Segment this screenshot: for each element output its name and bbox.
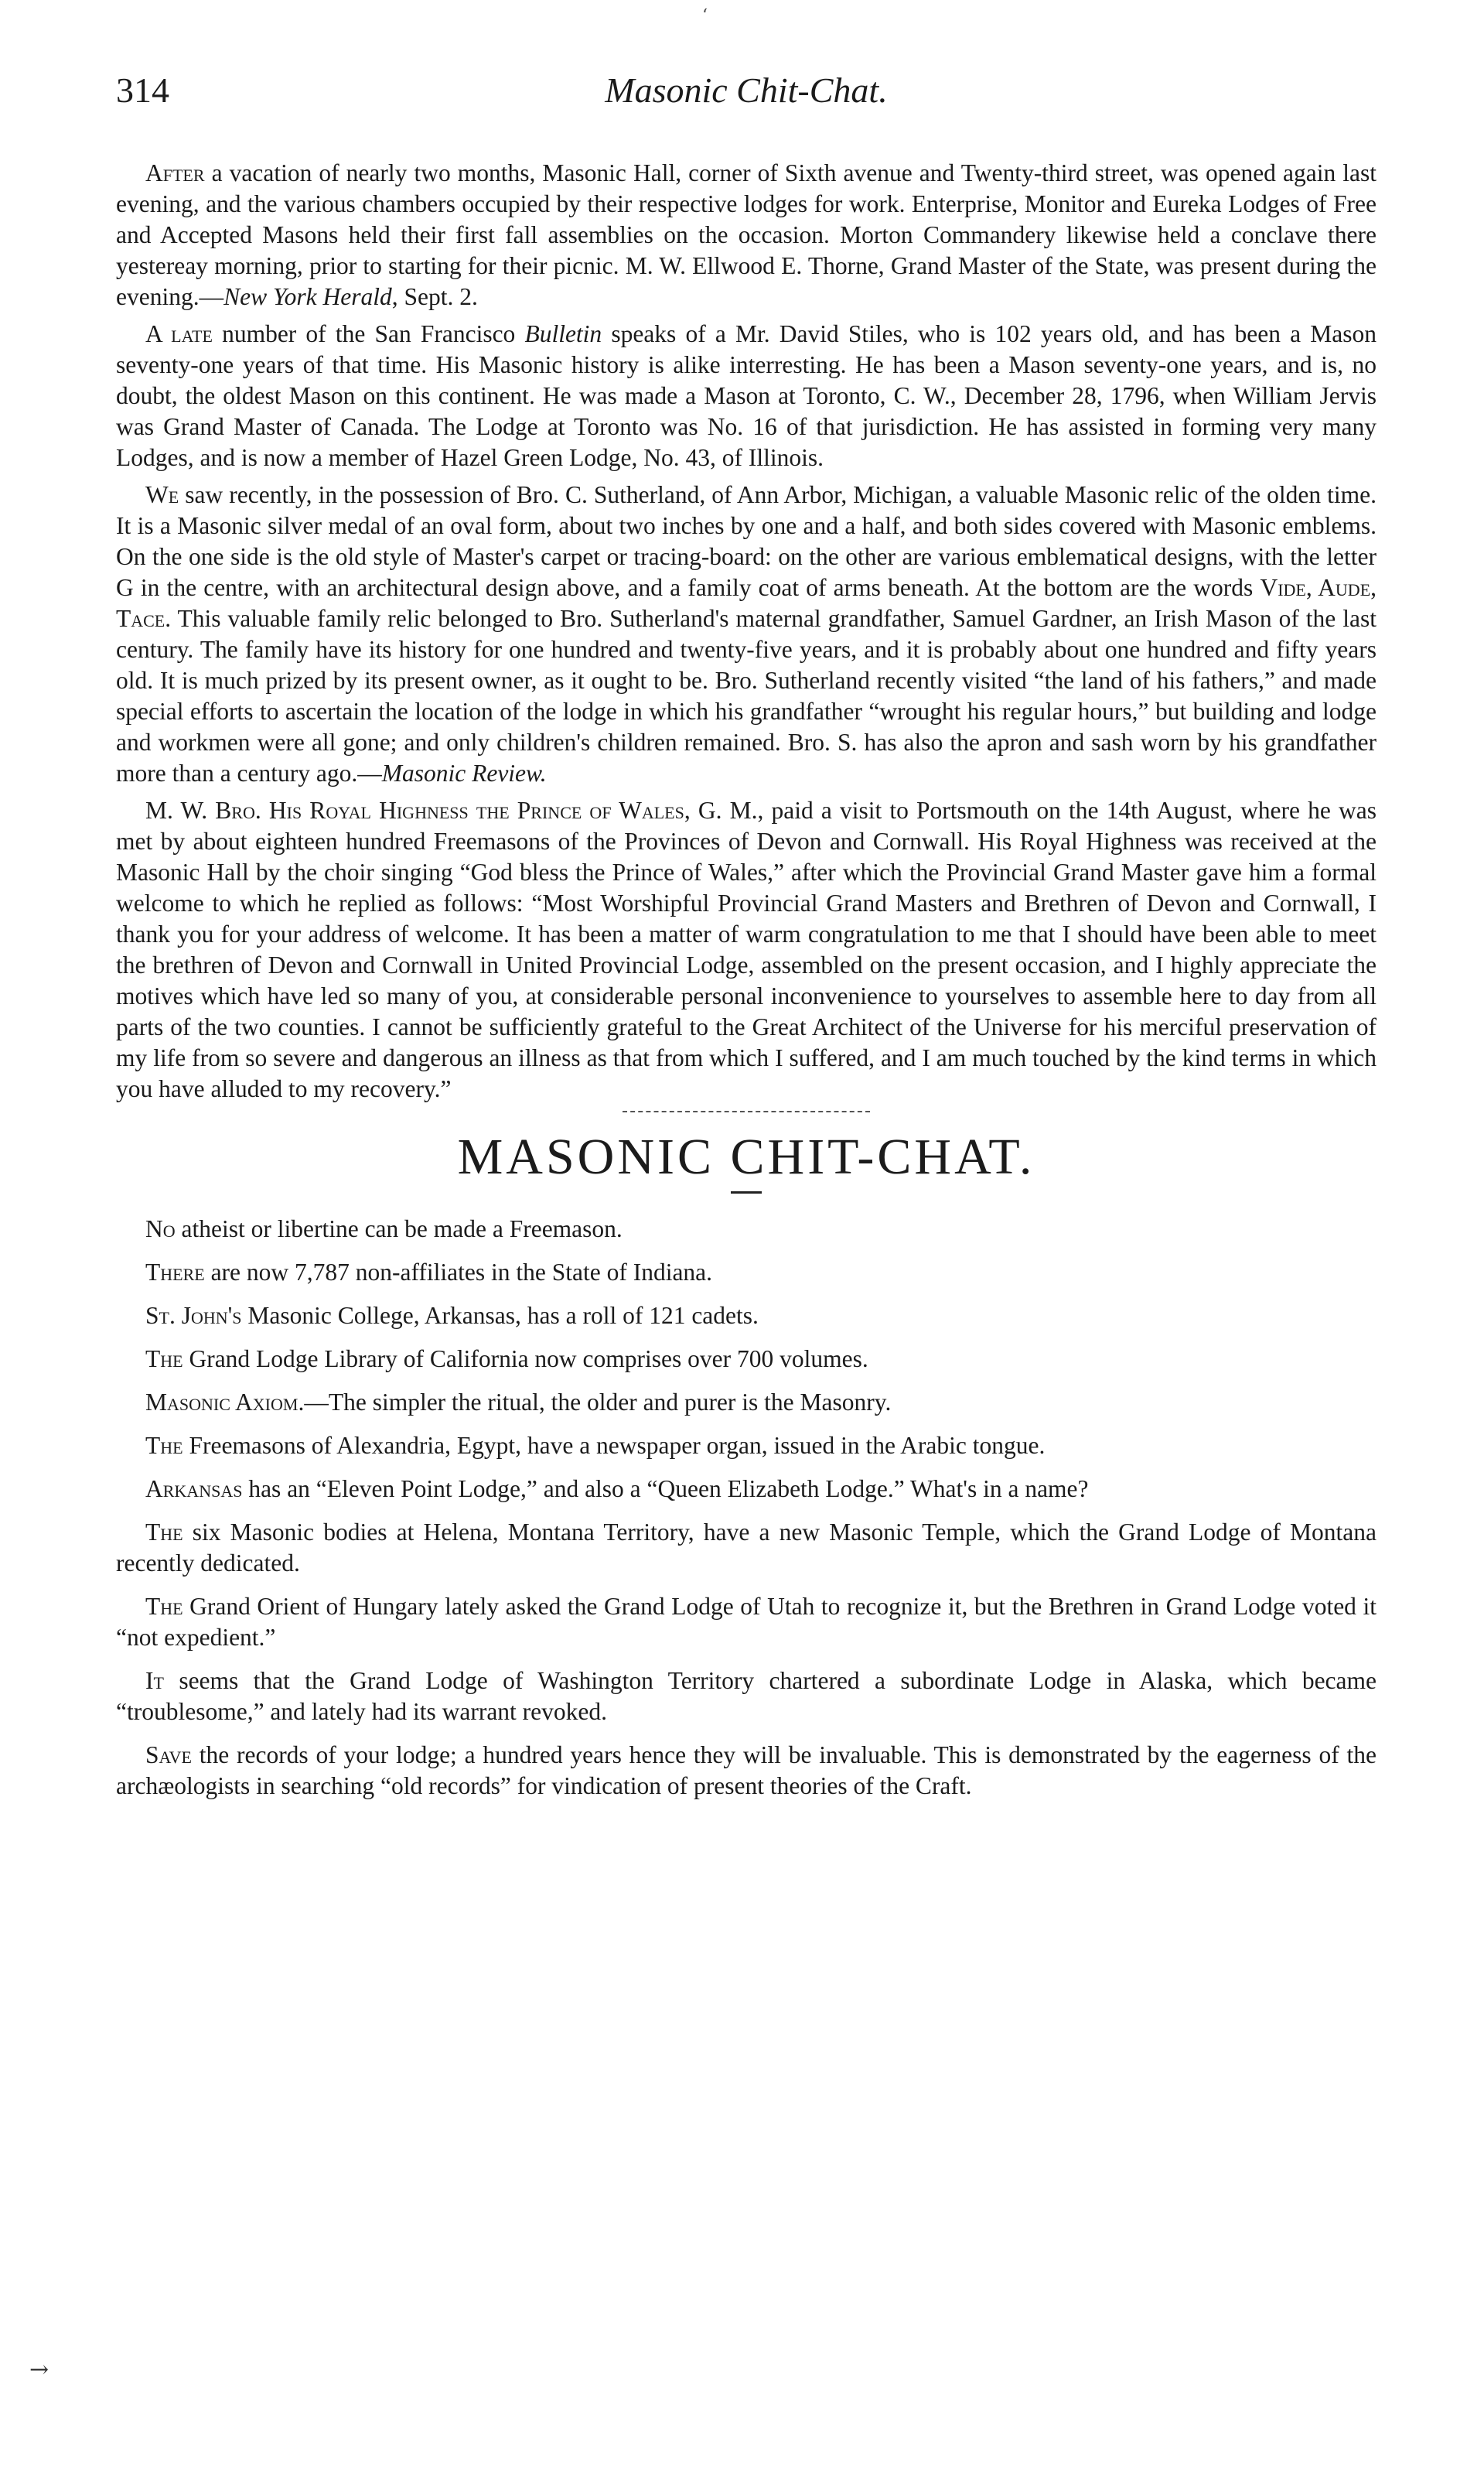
article-paragraph [116, 158, 1377, 313]
chit-chat-item [116, 1387, 1377, 1418]
paragraph-text: , Sept. 2. [391, 283, 478, 310]
chit-chat-item [116, 1740, 1377, 1802]
item-lead: St. John's [145, 1302, 242, 1329]
item-lead: There [145, 1259, 205, 1286]
item-text: are now 7,787 non-affiliates in the State of Indiana. [204, 1259, 713, 1286]
chit-chat-item [116, 1214, 1377, 1245]
item-text: seems that the Grand Lodge of Washington Territory chartered a subordinate Lodge in Alaska, which became “troublesome,” and lately had its warrant revoked. [116, 1667, 1377, 1725]
item-lead: It [145, 1667, 164, 1694]
paragraph-text: number of the San Francisco [212, 320, 525, 347]
item-lead: No [145, 1215, 176, 1242]
paragraph-lead: We [145, 481, 179, 508]
item-lead: The [145, 1432, 183, 1459]
item-lead: Save [145, 1741, 192, 1768]
paragraph-text: speaks of a Mr. David Stiles, who is 102 years old, and has been a Mason seventy-one years of that time. His Masonic history is alike interresting. He has been a Mason seventy-one years, and is, no doubt, the oldest Mason on this continent. He was made a Mason at Toronto, C. W., December 28, 1796, when William Jervis was Grand Master of Canada. The Lodge at Toronto was No. 16 of that jurisdiction. He has assisted in forming very many Lodges, and is now a member of Hazel Green Lodge, No. 43, of Illinois. [116, 320, 1377, 471]
item-text: Grand Orient of Hungary lately asked the Grand Lodge of Utah to recognize it, but the Brethren in Grand Lodge voted it “not expedient.” [116, 1593, 1377, 1651]
article-paragraph [116, 795, 1377, 1105]
paragraph-text: Bulletin [524, 320, 602, 347]
paragraph-text: a vacation of nearly two months, Masonic Hall, corner of Sixth avenue and Twenty-third street, was opened again last evening, and the various chambers occupied by their respective lodges for work. Enterprise, Monitor and Eureka Lodges of Free and Accepted Masons held their first fall assemblies on the occasion. Morton Commandery likewise held a conclave there yestereay morning, prior to starting for their picnic. M. W. Ellwood E. Thorne, Grand Master of the State, was present during the evening.— [116, 159, 1377, 310]
paragraph-lead: After [145, 159, 205, 186]
chit-chat-list [116, 1214, 1377, 1802]
item-text: Grand Lodge Library of California now comprises over 700 volumes. [183, 1345, 868, 1372]
section-title: MASONIC CHIT-CHAT. [457, 1129, 1035, 1185]
chit-chat-item [116, 1591, 1377, 1653]
chit-chat-item [116, 1474, 1377, 1505]
item-lead: The [145, 1345, 183, 1372]
item-text: the records of your lodge; a hundred years hence they will be invaluable. This is demonstrated by the eagerness of the archæologists in searching “old records” for vindication of present theories of the Craft. [116, 1741, 1377, 1799]
paragraph-text: Vide, Aude, Tace. [116, 574, 1377, 632]
item-text: six Masonic bodies at Helena, Montana Territory, have a new Masonic Temple, which the Grand Lodge of Montana recently dedicated. [116, 1519, 1377, 1577]
article-paragraph [116, 319, 1377, 473]
item-lead: The [145, 1593, 183, 1620]
item-text: —The simpler the ritual, the older and purer is the Masonry. [304, 1389, 892, 1416]
article-body [116, 158, 1377, 1105]
title-rule [731, 1191, 762, 1194]
running-head [116, 70, 1377, 132]
margin-arrow-mark: → [29, 2356, 49, 2383]
paragraph-text: saw recently, in the possession of Bro. C. Sutherland, of Ann Arbor, Michigan, a valuable Masonic relic of the olden time. It is a Masonic silver medal of an oval form, about two inches by one and a half, and both sides covered with Masonic emblems. On the one side is the old style of Master's carpet or tracing-board: on the other are various emblematical designs, with the letter G in the centre, with an architectural design above, and a family coat of arms beneath. At the bottom are the words [116, 481, 1377, 601]
chit-chat-item [116, 1344, 1377, 1375]
item-lead: Arkansas [145, 1475, 243, 1502]
paragraph-lead: A late [145, 320, 213, 347]
page-number: 314 [116, 70, 169, 110]
chit-chat-item [116, 1300, 1377, 1331]
chit-chat-item [116, 1517, 1377, 1579]
chit-chat-item [116, 1257, 1377, 1288]
item-lead: Masonic Axiom. [145, 1389, 305, 1416]
chit-chat-item [116, 1430, 1377, 1461]
top-speck: ‘ [702, 6, 708, 26]
chit-chat-item [116, 1665, 1377, 1727]
paragraph-text: New York Herald [223, 283, 392, 310]
paragraph-text: Masonic Review. [381, 760, 547, 787]
item-lead: The [145, 1519, 183, 1546]
item-text: has an “Eleven Point Lodge,” and also a “Queen Elizabeth Lodge.” What's in a name? [242, 1475, 1089, 1502]
article-paragraph [116, 480, 1377, 789]
page [116, 70, 1377, 1814]
item-text: atheist or libertine can be made a Freemason. [175, 1215, 623, 1242]
paragraph-text: G. M., paid a visit to Portsmouth on the 14th August, where he was met by about eighteen hundred Freemasons of the Provinces of Devon and Cornwall. His Royal Highness was received at the Masonic Hall by the choir singing “God bless the Prince of Wales,” after which the Provincial Grand Master gave him a formal welcome to which he replied as follows: “Most Worshipful Provincial Grand Masters and Brethren of Devon and Cornwall, I thank you for your address of welcome. It has been a matter of warm congratulation to me that I should have been able to meet the brethren of Devon and Cornwall in United Provincial Lodge, assembled on the present occasion, and I highly appreciate the motives which have led so many of you, at considerable personal inconvenience to yourselves to assemble here to day from all parts of the two counties. I cannot be sufficiently grateful to the Great Architect of the Universe for his merciful preservation of my life from so severe and dangerous an illness as that from which I suffered, and I am much touched by the kind terms in which you have alluded to my recovery.” [116, 797, 1377, 1102]
item-text: Masonic College, Arkansas, has a roll of 121 cadets. [241, 1302, 759, 1329]
paragraph-lead: M. W. Bro. His Royal Highness the Prince of Wales, [145, 797, 691, 824]
section-divider [623, 1111, 870, 1112]
item-text: Freemasons of Alexandria, Egypt, have a newspaper organ, issued in the Arabic tongue. [183, 1432, 1046, 1459]
running-title: Masonic Chit-Chat. [605, 70, 888, 110]
paragraph-text: This valuable family relic belonged to Bro. Sutherland's maternal grandfather, Samuel Gardner, an Irish Mason of the last century. The family have its history for one hundred and twenty-five years, and it is probably about one hundred and fifty years old. It is much prized by its present owner, as it ought to be. Bro. Sutherland recently visited “the land of his fathers,” and made special efforts to ascertain the location of the lodge in which his grandfather “wrought his regular hours,” but building and lodge and workmen were all gone; and only children's children remained. Bro. S. has also the apron and sash worn by his grandfather more than a century ago.— [116, 605, 1377, 787]
